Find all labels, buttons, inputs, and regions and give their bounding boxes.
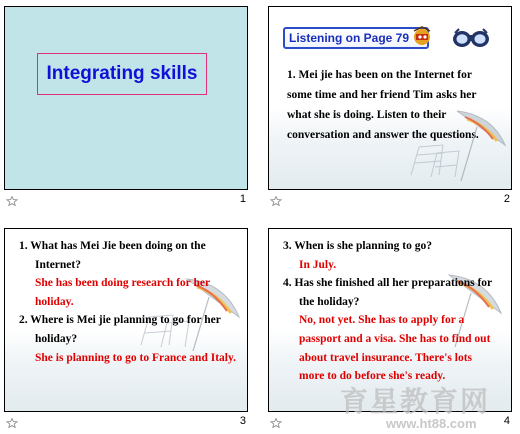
slide-1-frame[interactable] (4, 6, 248, 212)
qa-list (283, 237, 497, 386)
slide-3-footer (4, 414, 248, 432)
question-1: 1. What has Mei Jie been doing on the Internet? (19, 240, 206, 271)
slide-1[interactable] (4, 6, 248, 190)
slide-title: Integrating skills (46, 63, 198, 84)
slide-number: 3 (239, 415, 246, 427)
slide-title-box (37, 53, 207, 95)
slide-number: 1 (239, 193, 246, 205)
star-outline-icon (270, 418, 282, 428)
question-3: 3. When is she planning to go? (283, 240, 433, 252)
slide-4[interactable] (268, 228, 512, 412)
slide-number: 2 (503, 193, 510, 205)
slide-3-frame[interactable] (4, 228, 248, 434)
answer-3: In July. (299, 258, 337, 271)
beach-chairs-umbrella-icon (397, 105, 507, 185)
star-outline-icon (6, 196, 18, 206)
question-4: 4. Has she finished all her preparations for the holiday? (283, 277, 492, 308)
star-outline-icon (6, 418, 18, 428)
slide-3[interactable] (4, 228, 248, 412)
slide-4-frame[interactable] (268, 228, 512, 434)
watermark-url: www.ht88.com (386, 416, 477, 431)
answer-4: No, not yet. She has to apply for a passport and a visa. She has to find out about travel insurance. There's lots more to do before she's ready. (299, 314, 491, 383)
banner-title: Listening on Page 79 (289, 31, 410, 45)
slide-1-footer (4, 192, 248, 210)
slide-2-footer (268, 192, 512, 210)
binoculars-icon (451, 25, 491, 51)
answer-2: She is planning to go to France and Italy. (35, 351, 236, 364)
star-outline-icon (270, 196, 282, 206)
answer-1: She has been doing research for her holiday. (35, 277, 210, 308)
watermark-text: 育星教育网 (340, 385, 491, 418)
listening-instructions: 1. Mei jie has been on the Internet for some time and her friend Tim asks her what she is doing. Listen to their conversation and answer the questions. (287, 69, 479, 141)
slide-2[interactable] (268, 6, 512, 190)
slide-4-footer (268, 414, 512, 432)
listening-banner (283, 27, 429, 49)
banner-logo-icon (411, 25, 433, 47)
slide-number: 4 (503, 415, 510, 427)
slide-2-frame[interactable] (268, 6, 512, 212)
question-2: 2. Where is Mei jie planning to go for her holiday? (19, 314, 221, 345)
qa-list (19, 237, 241, 367)
